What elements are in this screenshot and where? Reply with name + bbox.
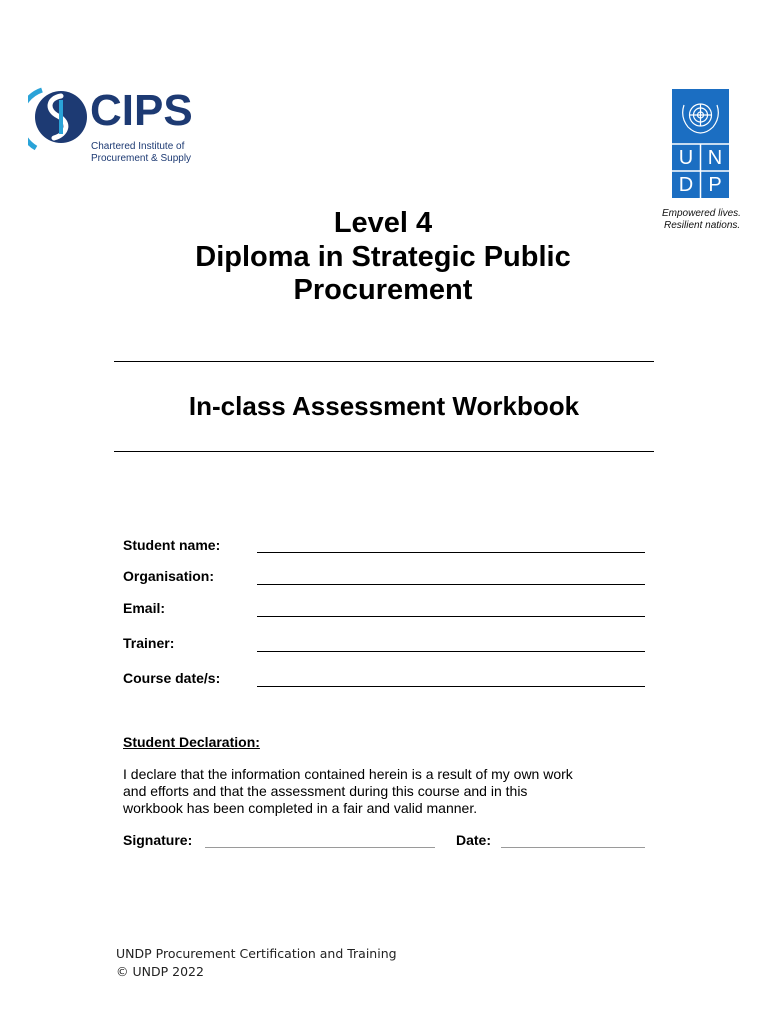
undp-letter-u: U: [678, 147, 694, 169]
title-level: Level 4: [333, 207, 433, 239]
declaration-text-line2: and efforts and that the assessment during this course and in this: [123, 783, 528, 799]
undp-logo: [672, 89, 729, 198]
undp-letter-p: P: [708, 174, 722, 196]
divider-bottom: [114, 451, 654, 452]
organisation-label: Organisation:: [123, 568, 215, 584]
undp-letter-n: N: [707, 147, 723, 169]
cips-emblem-icon: [28, 86, 92, 158]
signature-field[interactable]: [205, 847, 435, 848]
trainer-label: Trainer:: [123, 635, 175, 651]
declaration-text-line3: workbook has been completed in a fair and valid manner.: [123, 800, 478, 816]
declaration-heading: Student Declaration:: [123, 734, 260, 750]
date-label: Date:: [456, 832, 492, 848]
email-label: Email:: [123, 600, 166, 616]
declaration-text-line1: I declare that the information contained herein is a result of my own work: [123, 766, 573, 782]
footer-line1: UNDP Procurement Certification and Training: [116, 946, 397, 961]
organisation-field[interactable]: [257, 584, 645, 585]
title-diploma: Diploma in Strategic Public: [195, 241, 571, 273]
title-procurement: Procurement: [293, 274, 473, 306]
undp-tagline-line2: Resilient nations.: [664, 220, 741, 231]
workbook-title: In-class Assessment Workbook: [188, 391, 580, 421]
student-name-field[interactable]: [257, 552, 645, 553]
signature-label: Signature:: [123, 832, 193, 848]
undp-tagline-line1: Empowered lives.: [662, 208, 741, 219]
divider-top: [114, 361, 654, 362]
course-dates-field[interactable]: [257, 686, 645, 687]
footer-line2: © UNDP 2022: [116, 964, 204, 979]
course-dates-label: Course date/s:: [123, 670, 221, 686]
cips-subtitle-line2: Procurement & Supply: [91, 153, 192, 164]
student-name-label: Student name:: [123, 537, 221, 553]
trainer-field[interactable]: [257, 651, 645, 652]
cips-subtitle-line1: Chartered Institute of: [91, 141, 185, 152]
email-field[interactable]: [257, 616, 645, 617]
undp-letter-d: D: [678, 174, 694, 196]
cips-wordmark: CIPS: [90, 86, 193, 135]
date-field[interactable]: [501, 847, 645, 848]
